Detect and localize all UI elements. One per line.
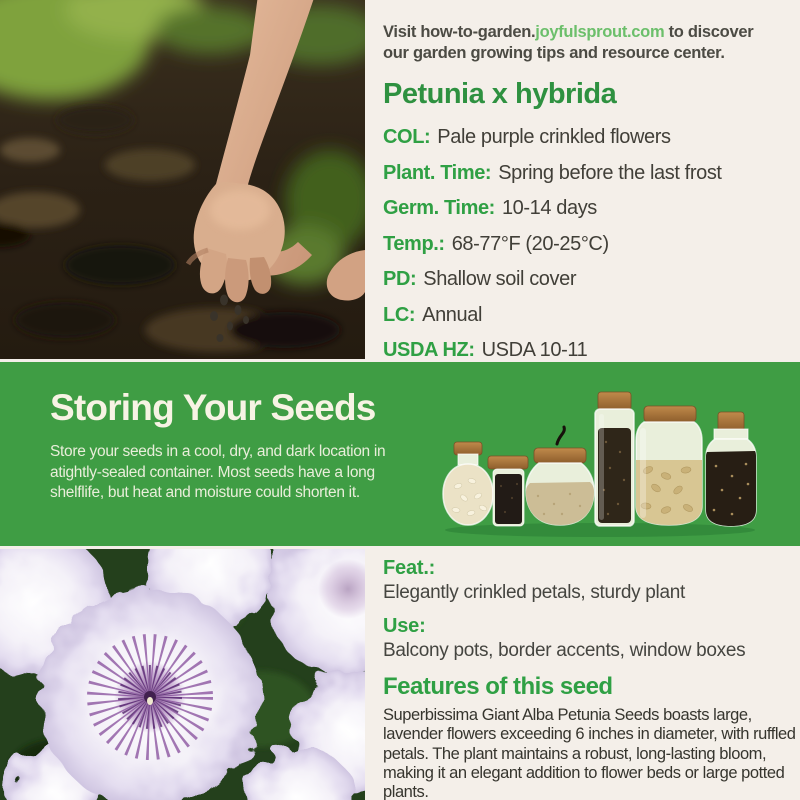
seed-details-panel [383,557,799,800]
spec-value: USDA 10-11 [481,339,588,362]
spec-value: Pale purple crinkled flowers [437,126,671,149]
spec-list [383,126,791,362]
spec-value: 10-14 days [501,197,597,220]
jar-tall-dark-seeds [595,392,634,526]
spec-label: Temp.: [383,232,445,255]
feat-value: Elegantly crinkled petals, sturdy plant [383,582,685,603]
seed-jars-illustration [438,386,768,538]
use-label: Use: [383,615,426,637]
spec-label: COL: [383,126,431,149]
site-link[interactable]: joyfulsprout.com [535,23,665,41]
petunia-flowers-photo [0,549,365,800]
spec-row-germ-time [383,197,791,220]
jar-pumpkin-seeds [636,406,702,525]
promo-text-post: to discover our garden growing tips and resource center. [383,23,754,62]
features-body: Superbissima Giant Alba Petunia Seeds boasts large, lavender flowers exceeding 6 inches in diameter, with ruffled petals. The plant maintains a robust, long-lasting bloom, making it an elegant addition to flower beds or large potted plants. [383,706,796,800]
spec-row-temp [383,233,791,256]
spec-row-usda-zone [383,339,791,362]
spec-value: Annual [422,303,483,326]
spec-row-color [383,126,791,149]
spec-label: Germ. Time: [383,197,495,220]
plant-title: Petunia x hybrida [383,78,617,111]
spec-value: 68-77°F (20-25°C) [451,232,609,255]
main-petunia-bloom [40,589,260,800]
jar-mixed-dark-seeds [706,412,756,526]
spec-row-planting-depth [383,268,791,291]
spec-label: PD: [383,268,417,291]
site-promo-text [383,22,783,63]
spec-label: USDA HZ: [383,339,475,362]
jar-dark-powder [488,456,528,526]
storage-text-block [50,387,398,504]
storage-banner [0,362,800,546]
spec-label: Plant. Time: [383,161,492,184]
use-value: Balcony pots, border accents, window boxes [383,640,746,661]
spec-label: LC: [383,303,416,326]
spec-row-life-cycle [383,304,791,327]
storage-body: Store your seeds in a cool, dry, and dark location in atightly-sealed container. Most seeds have a long shelflife, but heat and moisture could shorten it. [50,443,386,502]
sowing-hand-illustration [0,0,365,359]
petunia-flowers-illustration [0,549,365,800]
feat-label: Feat.: [383,557,436,579]
spec-value: Spring before the last frost [498,161,722,184]
features-title: Features of this seed [383,673,613,700]
jar-white-beans [443,442,493,525]
plant-info-panel [383,22,791,375]
storage-title: Storing Your Seeds [50,387,376,428]
spec-value: Shallow soil cover [423,268,577,291]
jar-tan-seeds [526,427,594,525]
sowing-hand-photo [0,0,365,359]
spec-row-plant-time [383,162,791,185]
promo-text-pre: Visit how-to-garden. [383,23,536,41]
